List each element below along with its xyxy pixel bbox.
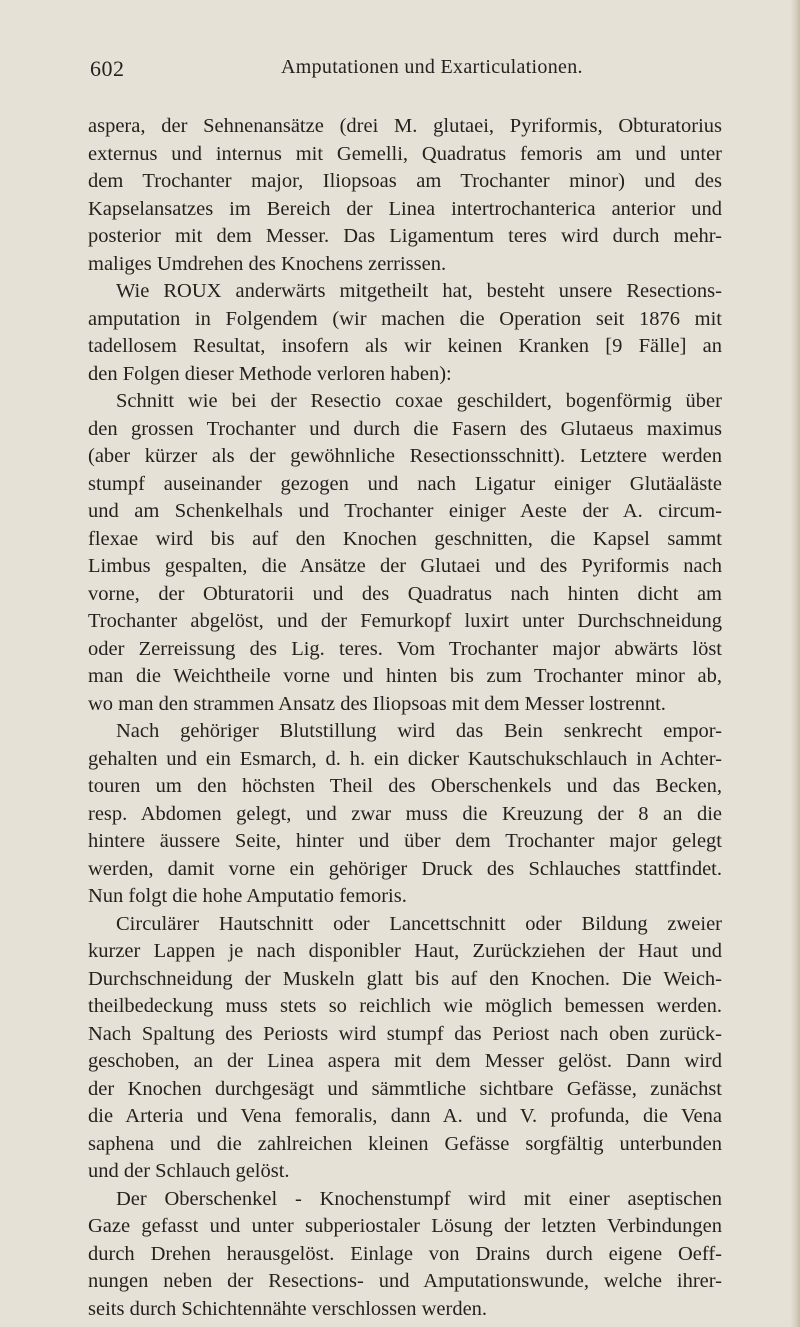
text-line: und der Schlauch gelöst. (88, 1160, 290, 1182)
text-line: Circulärer Hautschnitt oder Lancettschnitt oder Bildung zweier (116, 912, 722, 935)
text-line: Trochanter abgelöst, und der Femurkopf luxirt unter Durchschneidung (88, 610, 722, 632)
text-line: die Arteria und Vena femoralis, dann A. und V. profunda, die Vena (88, 1105, 722, 1127)
text-line: flexae wird bis auf den Knochen geschnitten, die Kapsel sammt (88, 527, 722, 550)
text-line: Gaze gefasst und unter subperiostaler Lösung der letzten Verbindungen (88, 1215, 722, 1237)
text-line: nungen neben der Resections- und Amputationswunde, welche ihrer- (88, 1270, 722, 1292)
text-line: man die Weichtheile vorne und hinten bis zum Trochanter minor ab, (88, 665, 722, 687)
text-line: Durchschneidung der Muskeln glatt bis auf den Knochen. Die Weich- (88, 967, 722, 990)
page-header (90, 56, 730, 86)
text-line: maliges Umdrehen des Knochens zerrissen. (88, 252, 447, 275)
text-line: saphena und die zahlreichen kleinen Gefässe sorgfältig unterbunden (88, 1132, 722, 1155)
text-line: den Folgen dieser Methode verloren haben): (88, 362, 452, 385)
text-line: gehalten und ein Esmarch, d. h. ein dicker Kautschukschlauch in Achter- (88, 747, 722, 770)
text-line: Wie ROUX anderwärts mitgetheilt hat, besteht unsere Resections- (116, 280, 722, 302)
text-line: und am Schenkelhals und Trochanter einiger Aeste der A. circum- (88, 500, 722, 522)
text-line: den grossen Trochanter und durch die Fasern des Glutaeus maximus (88, 417, 722, 440)
text-line: Nun folgt die hohe Amputatio femoris. (88, 885, 407, 907)
text-line: vorne, der Obturatorii und des Quadratus nach hinten dicht am (88, 582, 722, 605)
text-line: Nach Spaltung des Periosts wird stumpf das Periost nach oben zurück- (88, 1022, 722, 1045)
body-text (88, 113, 722, 1323)
page-edge-shadow (790, 0, 800, 1327)
text-line: hintere äussere Seite, hinter und über dem Trochanter major gelegt (88, 830, 722, 852)
text-line: tadellosem Resultat, insofern als wir keinen Kranken [9 Fälle] an (88, 335, 722, 357)
page-number: 602 (90, 56, 125, 81)
text-line: oder Zerreissung des Lig. teres. Vom Trochanter major abwärts löst (88, 637, 722, 660)
text-line: dem Trochanter major, Iliopsoas am Trochanter minor) und des (88, 170, 722, 192)
text-line: Limbus gespalten, die Ansätze der Glutaei und des Pyriformis nach (88, 555, 722, 577)
text-line: geschoben, an der Linea aspera mit dem Messer gelöst. Dann wird (88, 1050, 722, 1072)
running-title: Amputationen und Exarticulationen. (281, 56, 583, 78)
text-line: posterior mit dem Messer. Das Ligamentum teres wird durch mehr- (88, 225, 722, 247)
text-line: stumpf auseinander gezogen und nach Ligatur einiger Glutäaläste (88, 472, 722, 495)
text-line: der Knochen durchgesägt und sämmtliche sichtbare Gefässe, zunächst (88, 1077, 722, 1100)
text-line: wo man den strammen Ansatz des Iliopsoas mit dem Messer lostrennt. (88, 692, 666, 715)
text-line: durch Drehen herausgelöst. Einlage von Drains durch eigene Oeff- (88, 1242, 722, 1265)
text-line: Der Oberschenkel - Knochenstumpf wird mit einer aseptischen (116, 1187, 722, 1210)
text-line: seits durch Schichtennähte verschlossen werden. (88, 1297, 488, 1320)
text-line: theilbedeckung muss stets so reichlich wie möglich bemessen werden. (88, 995, 722, 1017)
text-line: Nach gehöriger Blutstillung wird das Bein senkrecht empor- (116, 720, 722, 742)
text-line: touren um den höchsten Theil des Oberschenkels und das Becken, (88, 775, 722, 797)
text-line: werden, damit vorne ein gehöriger Druck des Schlauches stattfindet. (88, 857, 722, 880)
text-line: (aber kürzer als der gewöhnliche Resectionsschnitt). Letztere werden (88, 445, 722, 467)
text-line: aspera, der Sehnenansätze (drei M. glutaei, Pyriformis, Obturatorius (88, 115, 722, 137)
text-line: amputation in Folgendem (wir machen die Operation seit 1876 mit (88, 307, 722, 330)
text-line: externus und internus mit Gemelli, Quadratus femoris am und unter (88, 142, 722, 165)
text-line: kurzer Lappen je nach disponibler Haut, Zurückziehen der Haut und (88, 940, 722, 962)
text-line: Schnitt wie bei der Resectio coxae geschildert, bogenförmig über (116, 390, 722, 412)
text-line: Kapselansatzes im Bereich der Linea intertrochanterica anterior und (88, 197, 722, 220)
text-line: resp. Abdomen gelegt, und zwar muss die Kreuzung der 8 an die (88, 802, 722, 825)
